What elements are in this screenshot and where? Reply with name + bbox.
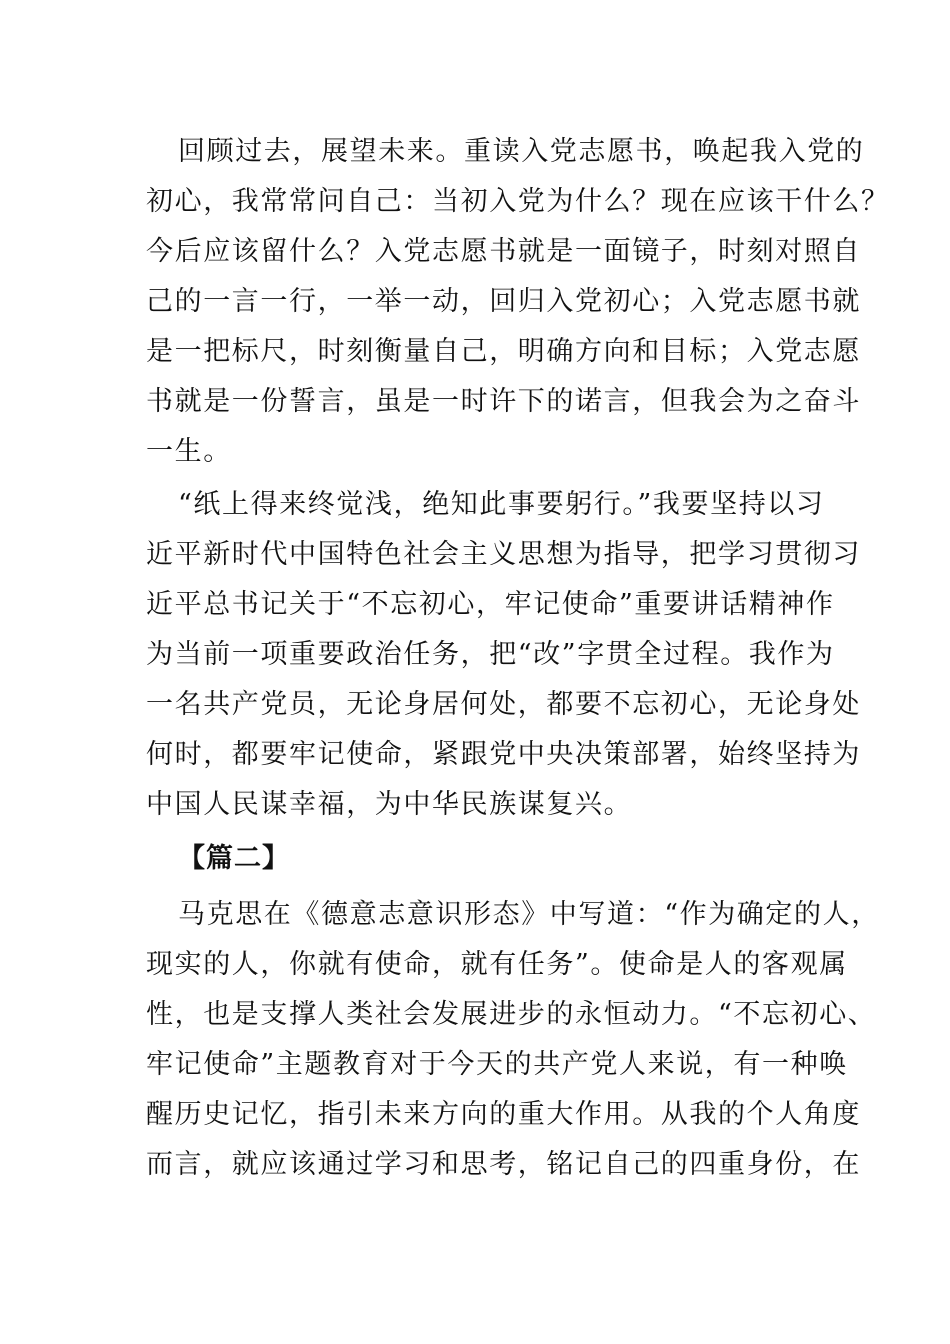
paragraph-2-line: 近平总书记关于“不忘初心，牢记使命”重要讲话精神作 [146,589,835,620]
paragraph-1-line: 初心，我常常问自己：当初入党为什么？现在应该干什么？ [146,186,890,217]
paragraph-2 [146,480,861,830]
paragraph-3 [146,890,880,1190]
paragraph-2-line: 中国人民谋幸福，为中华民族谋复兴。 [146,789,633,820]
paragraph-2-line: 为当前一项重要政治任务，把“改”字贯全过程。我作为 [146,639,835,670]
paragraph-1-line: 回顾过去，展望未来。重读入党志愿书，唤起我入党的 [178,136,865,167]
paragraph-2-line: 一名共产党员，无论身居何处，都要不忘初心，无论身处 [146,689,861,720]
paragraph-1 [146,127,890,477]
paragraph-1-line: 今后应该留什么？入党志愿书就是一面镜子，时刻对照自 [146,236,861,267]
paragraph-1-line: 己的一言一行，一举一动，回归入党初心；入党志愿书就 [146,286,861,317]
section-heading-block [146,834,796,884]
paragraph-3-line: 牢记使命”主题教育对于今天的共产党人来说，有一种唤 [146,1049,848,1080]
paragraph-1-line: 是一把标尺，时刻衡量自己，明确方向和目标；入党志愿 [146,336,861,367]
paragraph-1-line: 书就是一份誓言，虽是一时许下的诺言，但我会为之奋斗 [146,386,861,417]
paragraph-2-line: 何时，都要牢记使命，紧跟党中央决策部署，始终坚持为 [146,739,861,770]
paragraph-3-line: 现实的人，你就有使命，就有任务”。使命是人的客观属 [146,949,848,980]
paragraph-2-line: “纸上得来终觉浅，绝知此事要躬行。”我要坚持以习 [178,489,825,520]
paragraph-1-line: 一生。 [146,436,232,467]
paragraph-3-line: 马克思在《德意志意识形态》中写道：“作为确定的人， [178,899,880,930]
paragraph-3-line: 而言，就应该通过学习和思考，铭记自己的四重身份，在 [146,1149,861,1180]
paragraph-3-line: 性，也是支撑人类社会发展进步的永恒动力。“不忘初心、 [146,999,877,1030]
section-heading: 【篇二】 [178,843,290,874]
paragraph-2-line: 近平新时代中国特色社会主义思想为指导，把学习贯彻习 [146,539,861,570]
paragraph-3-line: 醒历史记忆，指引未来方向的重大作用。从我的个人角度 [146,1099,861,1130]
